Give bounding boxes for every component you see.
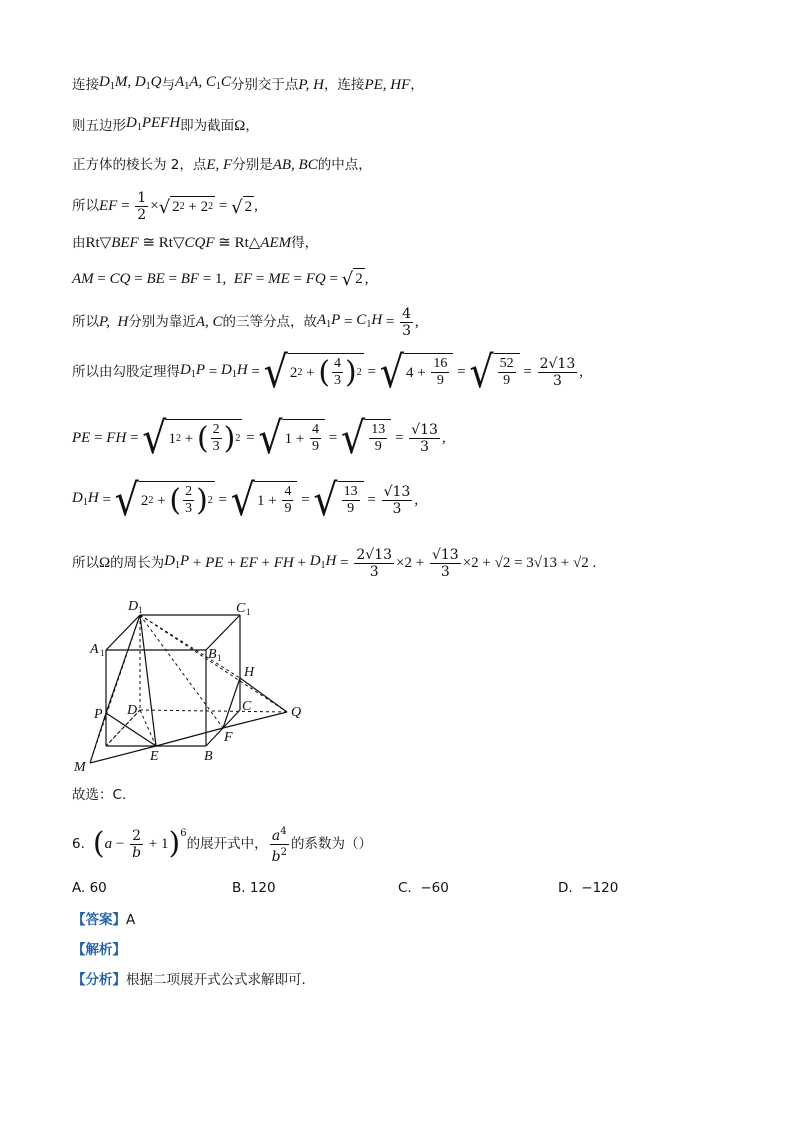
question-6: 6. ( a − $\frac{2}{b}$ + 1 ) $^6$ 的展开式中， $\frac{a^4}{b^2}$ 的系数为（） <box>72 825 372 865</box>
option-c: C. −60 <box>398 880 449 896</box>
choice-line: 故选：C. <box>72 787 127 803</box>
label-h: H <box>244 665 255 680</box>
text-line-9: PE = FH = √ 1 2 + ( $\frac{2}{3}$ ) 2 = √ 1 + $\frac{4}{9}$ = √ $\frac{13}{9}$ = $\frac{√13}{3}$ , <box>72 412 446 464</box>
label-a1: A <box>90 642 99 657</box>
cube-diagram <box>72 598 332 778</box>
fenxi-line: 【 分析 】 根据二项展开式公式求解即可. <box>72 972 306 988</box>
svg-text:1: 1 <box>246 607 251 617</box>
option-b: B. 120 <box>232 880 276 896</box>
question-number: 6. <box>72 836 85 852</box>
text-line-11: 所以 Ω 的周长为 $D_1P$ + PE + EF + FH + $D_1H$ = $\frac{2√13}{3}$ ×2 + $\frac{√13}{3}$ ×2 + √2 = 3√13 + √2 . <box>72 546 597 580</box>
label-q: Q <box>291 705 302 720</box>
label-d1: D <box>128 599 139 614</box>
label-c: C <box>242 699 252 714</box>
label-p: P <box>94 707 103 722</box>
text-line-8: 所以由勾股定理得 $D_1P$ = $D_1H$ = √ 2 2 + ( $\frac{4}{3}$ ) 2 = √ 4 + $\frac{16}{9}$ = √ $\frac{52}{9}$ = $\frac{2√13}{3}$ , <box>72 346 583 398</box>
label-b1: B <box>208 647 217 662</box>
option-d: D. −120 <box>558 880 619 896</box>
label-c1: C <box>236 601 246 616</box>
text-line-4: 所以 EF = $\frac{1}{2}$ × √ 2 2 + 2 2 = √ 2 , <box>72 189 258 223</box>
svg-text:1: 1 <box>100 648 105 658</box>
text-line-2: 则五边形 $D_1PEFH$ 即为截面 Ω ， <box>72 113 259 138</box>
label-e: E <box>150 749 159 764</box>
text-line-5: 由 Rt▽BEF ≅ Rt▽CQF ≅ Rt△AEM 得， <box>72 235 319 251</box>
answer-line: 【 答案 】 A <box>72 912 136 928</box>
math-ef-eq: EF <box>99 198 118 214</box>
math-pe-hf: PE, HF <box>364 76 411 93</box>
answer-tag: 答案 <box>85 912 113 928</box>
math-ab-bc: AB, BC <box>272 157 318 173</box>
fenxi-tag: 分析 <box>85 972 113 988</box>
math-pentagon: $D_1PEFH$ <box>126 115 181 133</box>
label-d: D <box>127 703 138 718</box>
math-p-h: P, H <box>298 76 324 93</box>
option-a: A. 60 <box>72 880 107 896</box>
math-omega: Ω <box>234 117 246 134</box>
text-line-3: 正方体的棱长为 2，点 E, F 分别是 AB, BC 的中点， <box>72 157 372 173</box>
text-line-7: 所以 P, H 分别为靠近 A, C 的三等分点，故 $A_1P$ = $C_1H$ = $\frac{4}{3}$ , <box>72 305 419 339</box>
fenxi-text: 根据二项展开式公式求解即可. <box>126 972 306 988</box>
svg-text:1: 1 <box>217 653 222 663</box>
math-e-f: E, F <box>206 157 233 173</box>
answer-value: A <box>126 912 136 928</box>
math-d1m-d1q: $D_1M$, $D_1Q$ <box>99 74 162 92</box>
math-equal-lengths: AM <box>72 270 94 287</box>
math-congruence: Rt▽BEF ≅ Rt▽CQF ≅ Rt△AEM <box>85 235 292 251</box>
cube-section-figure <box>72 598 332 782</box>
text-line-1: 连接 $D_1M$, $D_1Q$ 与 $A_1A$, $C_1C$ 分别交于点 P, H ，连接 PE, HF ， <box>72 72 424 97</box>
text-line-10: $D_1H$ = √ 2 2 + ( $\frac{2}{3}$ ) 2 = √ 1 + $\frac{4}{9}$ = √ $\frac{13}{9}$ = $\frac{√13}{3}$ , <box>72 474 419 526</box>
analysis-tag: 解析 <box>85 942 113 958</box>
label-f: F <box>224 730 233 745</box>
label-m: M <box>74 760 86 775</box>
text-line-6: AM = CQ = BE = BF = 1, EF = ME = FQ = √ 2 , <box>72 269 369 290</box>
label-b: B <box>204 749 213 764</box>
svg-text:1: 1 <box>138 605 143 615</box>
math-a1a-c1c: $A_1A$, $C_1C$ <box>175 74 231 92</box>
analysis-line: 【 解析 】 <box>72 942 126 958</box>
